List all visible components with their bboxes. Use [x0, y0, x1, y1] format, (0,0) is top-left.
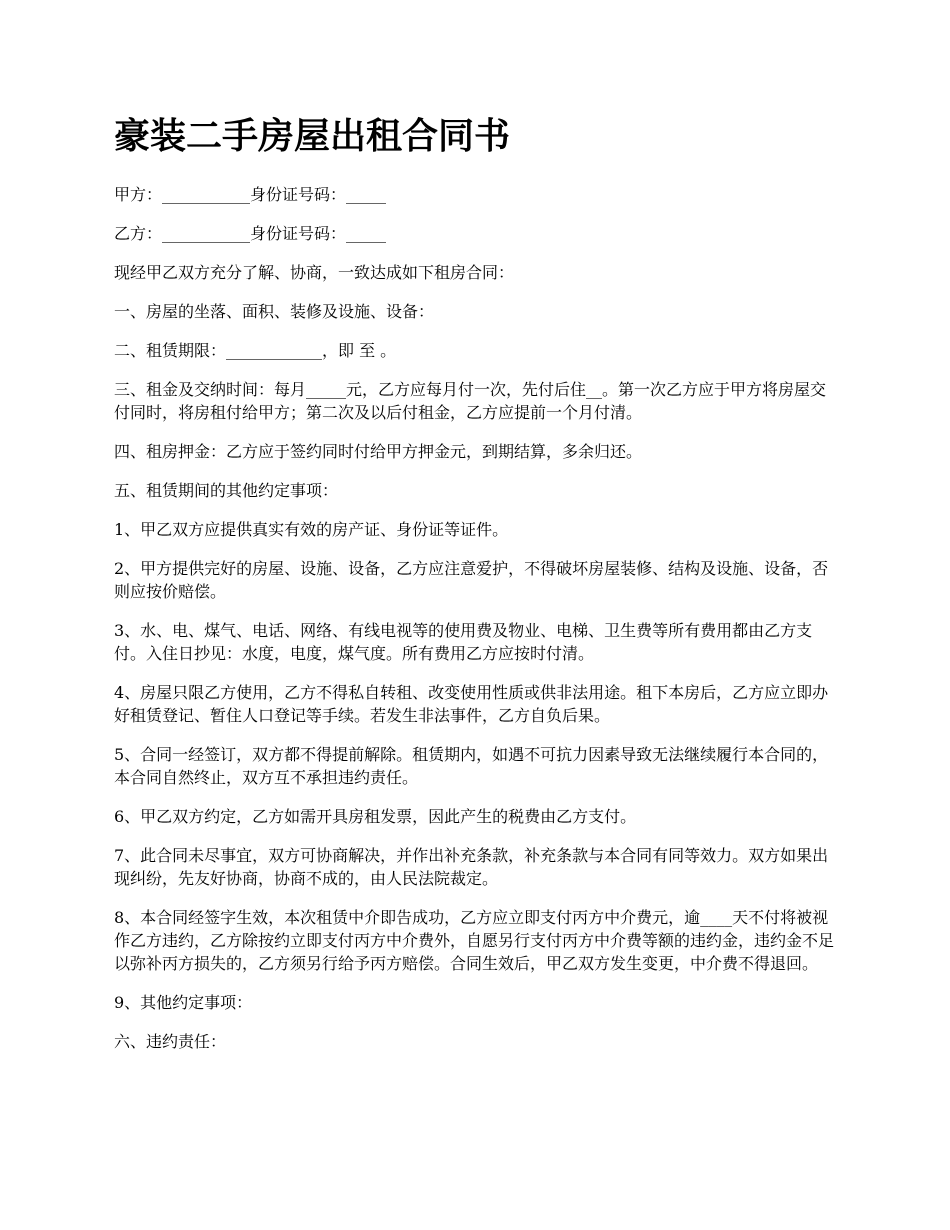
section-1-heading: 一、房屋的坐落、面积、装修及设施、设备：: [114, 302, 435, 321]
section-4-deposit: 四、租房押金：乙方应于签约同时付给甲方押金元，到期结算，多余归还。: [114, 442, 643, 461]
section-3-rent-payment: 三、租金及交纳时间：每月_____元，乙方应每月付一次，先付后住__。第一次乙方应于甲方将房屋交付同时，将房租付给甲方；第二次及以后付租金，乙方应提前一个月付清。: [114, 380, 827, 422]
section-5-heading: 五、租赁期间的其他约定事项：: [114, 481, 339, 500]
document-body: [114, 183, 838, 1069]
clause-4: 4、房屋只限乙方使用，乙方不得私自转租、改变使用性质或供非法用途。租下本房后，乙方应立即办好租赁登记、暂住人口登记等手续。若发生非法事件，乙方自负后果。: [114, 683, 829, 725]
party-b-line: 乙方：___________身份证号码：_____: [114, 224, 387, 243]
clause-6: 6、甲乙双方约定，乙方如需开具房租发票，因此产生的税费由乙方支付。: [114, 807, 637, 826]
preamble-paragraph: 现经甲乙双方充分了解、协商，一致达成如下租房合同：: [114, 263, 515, 282]
clause-3: 3、水、电、煤气、电话、网络、有线电视等的使用费及物业、电梯、卫生费等所有费用都由乙方支付。入住日抄见：水度，电度，煤气度。所有费用乙方应按时付清。: [114, 621, 813, 663]
document-title: 豪装二手房屋出租合同书: [114, 115, 511, 157]
clause-5: 5、合同一经签订，双方都不得提前解除。租赁期内，如遇不可抗力因素导致无法继续履行本合同的，本合同自然终止，双方互不承担违约责任。: [114, 745, 829, 787]
clause-1: 1、甲乙双方应提供真实有效的房产证、身份证等证件。: [114, 520, 509, 539]
clause-9: 9、其他约定事项：: [114, 993, 253, 1012]
section-6-heading: 六、违约责任：: [114, 1032, 227, 1051]
clause-2: 2、甲方提供完好的房屋、设施、设备，乙方应注意爱护，不得破坏房屋装修、结构及设施、设备，否则应按价赔偿。: [114, 559, 829, 601]
section-2-lease-term: 二、租赁期限：____________，即 至 。: [114, 341, 397, 360]
party-a-line: 甲方：___________身份证号码：_____: [114, 185, 387, 204]
clause-8: 8、本合同经签字生效，本次租赁中介即告成功，乙方应立即支付丙方中介费元，逾____天不付将被视作乙方违约，乙方除按约立即支付丙方中介费外，自愿另行支付丙方中介费等额的违约金，违约金不足以弥补丙方损失的，乙方须另行给予丙方赔偿。合同生效后，甲乙双方发生变更，中介费不得退回。: [114, 908, 835, 973]
clause-7: 7、此合同未尽事宜，双方可协商解决，并作出补充条款，补充条款与本合同有同等效力。双方如果出现纠纷，先友好协商，协商不成的，由人民法院裁定。: [114, 846, 829, 888]
